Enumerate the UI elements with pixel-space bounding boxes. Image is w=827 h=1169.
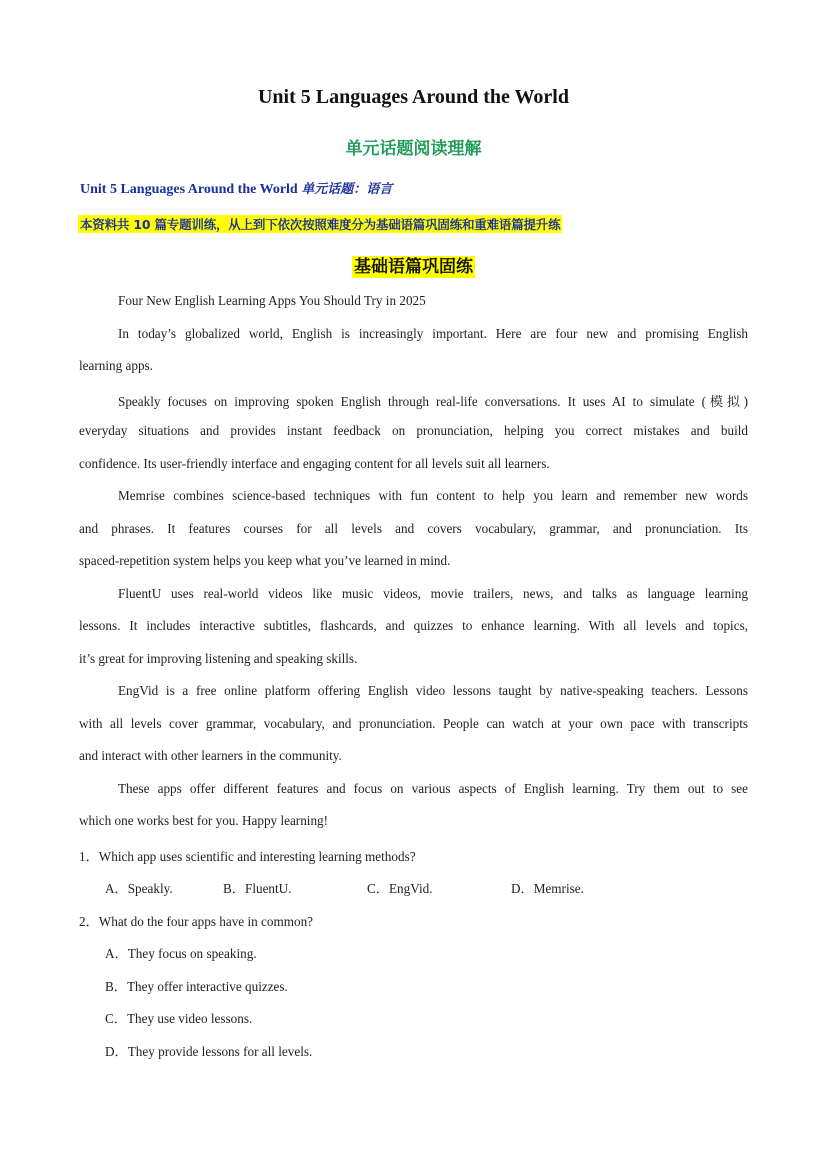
- passage-line: lessons. It includes interactive subtitles, flashcards, and quizzes to enhance learning. With all levels and topics,: [79, 618, 748, 633]
- passage-line: In today’s globalized world, English is increasingly important. Here are four new and promising English: [118, 326, 748, 341]
- topic-cn: 单元话题：语言: [301, 182, 393, 197]
- option-b: B．FluentU.: [223, 881, 292, 896]
- passage-line: EngVid is a free online platform offering English video lessons taught by native-speaking teachers. Lessons: [118, 683, 748, 698]
- option-a: A．They focus on speaking.: [105, 946, 257, 961]
- passage-line: Memrise combines science-based techniques with fun content to help you learn and remember new words: [118, 488, 748, 503]
- option-c: C．They use video lessons.: [105, 1011, 253, 1026]
- passage-line: with all levels cover grammar, vocabulary, and pronunciation. People can watch at your own pace with transcripts: [79, 716, 748, 731]
- unit-title: Unit 5 Languages Around the World: [257, 86, 569, 108]
- topic-line: [80, 178, 392, 198]
- option-b: B．They offer interactive quizzes.: [105, 979, 288, 994]
- section-heading-text: 基础语篇巩固练: [354, 257, 473, 277]
- passage-line: These apps offer different features and focus on various aspects of English learning. Try them out to see: [118, 781, 748, 796]
- option-a: A．Speakly.: [105, 881, 173, 896]
- option-c: C．EngVid.: [367, 881, 433, 896]
- passage-line: it’s great for improving listening and speaking skills.: [79, 651, 358, 666]
- passage-line: everyday situations and provides instant feedback on pronunciation, helping you correct mistakes and build: [79, 423, 748, 438]
- topic-en: Unit 5 Languages Around the World: [80, 182, 302, 197]
- passage-line: confidence. Its user-friendly interface and engaging content for all levels suit all learners.: [79, 456, 550, 471]
- passage-line: Speakly focuses on improving spoken English through real-life conversations. It uses AI to simulate (模拟): [118, 394, 748, 409]
- passage-heading: Four New English Learning Apps You Should Try in 2025: [118, 293, 426, 308]
- highlight-banner: 本资料共 10 篇专题训练，从上到下依次按照难度分为基础语篇巩固练和重难语篇提升练: [80, 217, 561, 232]
- question-1-stem: 1．Which app uses scientific and interesting learning methods?: [79, 849, 416, 864]
- option-d: D．They provide lessons for all levels.: [105, 1044, 313, 1059]
- passage-line: spaced-repetition system helps you keep what you’ve learned in mind.: [79, 553, 451, 568]
- section-heading: [0, 252, 827, 277]
- option-d: D．Memrise.: [511, 881, 584, 896]
- passage-line: and phrases. It features courses for all levels and covers vocabulary, grammar, and pronunciation. Its: [79, 521, 748, 536]
- unit-subtitle: 单元话题阅读理解: [345, 139, 482, 159]
- passage-line: learning apps.: [79, 358, 153, 373]
- question-2-stem: 2．What do the four apps have in common?: [79, 914, 314, 929]
- passage-line: FluentU uses real-world videos like music videos, movie trailers, news, and talks as language learning: [118, 586, 748, 601]
- passage-line: which one works best for you. Happy learning!: [79, 813, 329, 828]
- passage-line: and interact with other learners in the community.: [79, 748, 342, 763]
